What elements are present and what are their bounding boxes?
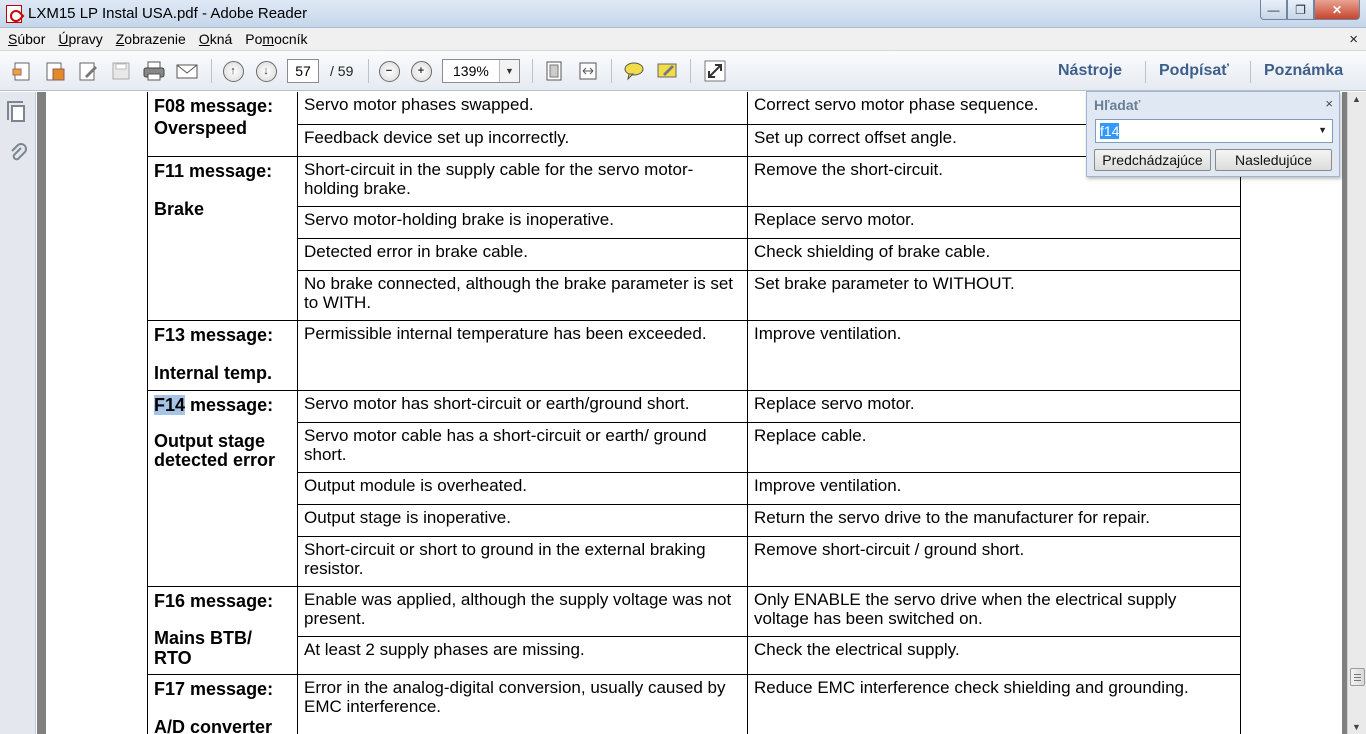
cause-cell: Servo motor cable has a short-circuit or earth/ ground short. [298,423,748,473]
table-row [148,473,1241,505]
scrollbar-thumb[interactable] [1350,668,1365,686]
remedy-cell: Check shielding of brake cable. [748,239,1241,271]
find-previous-button[interactable]: Predchádzajúce [1094,149,1211,171]
remedy-cell: Return the servo drive to the manufacturer for repair. [748,505,1241,537]
error-code-cell: F14 message: Output stage detected error [148,391,298,587]
email-icon[interactable] [175,59,199,83]
remedy-cell: Reduce EMC interference check shielding and grounding. [748,675,1241,734]
comment-link[interactable]: Poznámka [1264,62,1344,79]
zoom-select[interactable] [442,59,520,83]
cause-cell: Servo motor has short-circuit or earth/ground short. [298,391,748,423]
remedy-cell: Check the electrical supply. [748,637,1241,675]
find-input[interactable] [1095,119,1333,143]
find-panel [1086,91,1340,177]
cause-cell: At least 2 supply phases are missing. [298,637,748,675]
remedy-cell: Improve ventilation. [748,321,1241,391]
remedy-cell: Replace servo motor. [748,391,1241,423]
tools-link[interactable]: Nástroje [1058,62,1123,79]
save-icon[interactable] [109,59,133,83]
remedy-cell: Set brake parameter to WITHOUT. [748,271,1241,321]
toolbar-separator [368,59,369,83]
error-table [147,92,1241,734]
maximize-button[interactable]: ❐ [1287,0,1314,20]
cause-cell: Output module is overheated. [298,473,748,505]
remedy-cell: Replace cable. [748,423,1241,473]
page-number-input[interactable]: 57 [287,59,319,83]
fit-width-icon[interactable] [576,59,600,83]
remedy-cell: Remove short-circuit / ground short. [748,537,1241,587]
table-row [148,423,1241,473]
table-row [148,537,1241,587]
table-row [148,675,1241,734]
table-row [148,157,1241,207]
edit-icon[interactable] [76,59,100,83]
remedy-cell: Only ENABLE the servo drive when the electrical supply voltage has been switched on. [748,587,1241,637]
fit-page-icon[interactable] [542,59,566,83]
remedy-cell: Replace servo motor. [748,207,1241,239]
menu-zobrazenie[interactable]: Zobrazenie [115,31,186,47]
cause-cell: Permissible internal temperature has been exceeded. [298,321,748,391]
combine-files-icon[interactable] [43,59,67,83]
zoom-in-icon[interactable]: + [409,59,433,83]
document-view[interactable] [37,92,1347,734]
print-icon[interactable] [142,59,166,83]
table-row [148,391,1241,423]
cause-cell: Short-circuit or short to ground in the external braking resistor. [298,537,748,587]
remedy-cell: Set up correct offset angle. [748,125,1241,157]
vertical-scrollbar[interactable] [1347,92,1366,734]
cause-cell: No brake connected, although the brake parameter is set to WITH. [298,271,748,321]
menu-okna[interactable]: Okná [198,31,233,47]
window-controls [1260,0,1360,22]
table-row [148,321,1241,391]
find-label: Hľadať [1094,97,1141,113]
sign-link[interactable]: Podpísať [1159,62,1229,79]
find-query: f14 [1100,123,1120,139]
navigation-pane [0,92,36,734]
cause-cell: Output stage is inoperative. [298,505,748,537]
highlight-icon[interactable] [655,59,679,83]
table-row [148,239,1241,271]
cause-cell: Feedback device set up incorrectly. [298,125,748,157]
zoom-out-icon[interactable]: − [377,59,401,83]
find-next-button[interactable]: Nasledujúce [1215,149,1332,171]
table-row [148,92,1241,125]
cause-cell: Enable was applied, although the supply voltage was not present. [298,587,748,637]
cause-cell: Servo motor-holding brake is inoperative. [298,207,748,239]
comment-icon[interactable] [622,59,646,83]
cause-cell: Detected error in brake cable. [298,239,748,271]
cause-cell: Error in the analog-digital conversion, usually caused by EMC interference. [298,675,748,734]
create-pdf-icon[interactable] [10,59,34,83]
pdf-page [46,92,1342,734]
cause-cell: Short-circuit in the supply cable for the servo motor-holding brake. [298,157,748,207]
window-title: LXM15 LP Instal USA.pdf - Adobe Reader [28,5,308,22]
menu-pomocnik[interactable]: Pomocník [245,31,308,47]
table-row [148,125,1241,157]
error-code-cell: F17 message: A/D converter [148,675,298,734]
attachments-icon[interactable] [8,142,28,164]
table-row [148,637,1241,675]
fullscreen-icon[interactable] [703,59,727,83]
adobe-reader-icon [6,5,22,23]
toolbar-separator [1250,61,1251,83]
remedy-cell: Improve ventilation. [748,473,1241,505]
toolbar [0,51,1366,91]
page-total: / 59 [330,63,354,79]
minimize-button[interactable]: — [1260,0,1287,20]
search-highlight: F14 [154,395,186,415]
error-code-cell: F11 message: Brake [148,157,298,321]
table-row [148,505,1241,537]
next-page-icon[interactable]: ↓ [254,59,278,83]
chevron-down-icon[interactable]: ▼ [1318,125,1327,135]
page-thumbnails-icon[interactable] [8,102,28,124]
menu-upravy[interactable]: Úpravy [58,31,103,47]
table-row [148,271,1241,321]
find-close-icon[interactable]: × [1325,96,1333,111]
zoom-value: 139% [453,63,489,79]
remedy-cell: Correct servo motor phase sequence. [748,92,1241,125]
toolbar-separator [1145,61,1146,83]
cause-cell: Servo motor phases swapped. [298,92,748,125]
chevron-down-icon: ▼ [499,60,519,82]
error-code-cell: F16 message: Mains BTB/ RTO [148,587,298,675]
previous-page-icon[interactable]: ↑ [221,59,245,83]
scroll-down-icon[interactable]: ▼ [1352,722,1361,732]
table-row [148,587,1241,637]
remedy-cell: Remove the short-circuit. [748,157,1241,207]
error-code-cell: F08 message: Overspeed [148,92,298,157]
scroll-up-icon[interactable]: ▲ [1352,94,1361,104]
error-code-cell: F13 message: Internal temp. [148,321,298,391]
toolbar-separator [211,59,212,83]
title-bar [0,0,1366,28]
toolbar-separator [690,59,691,83]
close-document-icon[interactable]: × [1349,31,1358,48]
toolbar-separator [611,59,612,83]
table-row [148,207,1241,239]
menu-subor[interactable]: Súbor [8,31,46,47]
menu-bar [0,28,1366,51]
close-button[interactable]: ✕ [1314,0,1360,20]
toolbar-separator [532,59,533,83]
